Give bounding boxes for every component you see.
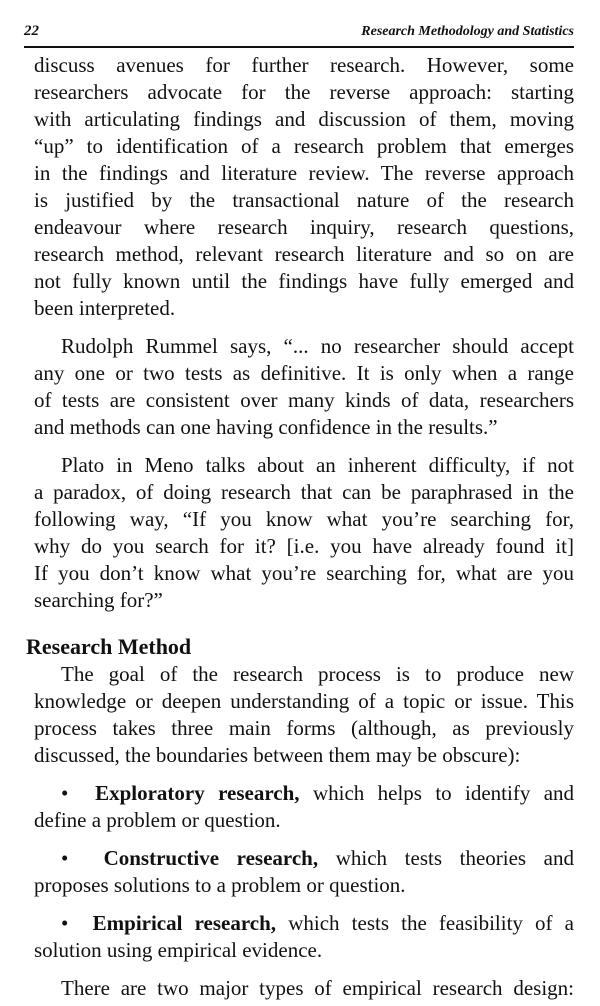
bullet-icon: •: [61, 846, 69, 870]
paragraph: [34, 333, 574, 441]
text-run: which helps to identify and: [312, 781, 575, 805]
running-header: [24, 22, 574, 48]
paragraph: [34, 452, 574, 614]
text-line: If you don’t know what you’re searching for, what are you: [34, 561, 574, 585]
text-line: a paradox, of doing research that can be paraphrased in the: [34, 480, 574, 504]
running-title: Research Methodology and Statistics: [361, 24, 574, 39]
bullet-icon: •: [61, 781, 69, 805]
text-line: [34, 845, 574, 872]
text-run: which tests theories and: [335, 846, 575, 870]
text-line: define a problem or question.: [34, 808, 281, 832]
text-line: and methods can one having confidence in the results.”: [34, 415, 498, 439]
text-line: following way, “If you know what you’re searching for,: [34, 507, 574, 531]
text-line: why do you search for it? [i.e. you have already found it]: [34, 534, 574, 558]
text-line: any one or two tests as definitive. It is only when a range: [34, 361, 574, 385]
text-line: [34, 780, 574, 807]
text-line: “up” to identification of a research problem that emerges: [34, 134, 574, 158]
bullet-item: [34, 845, 574, 899]
text-line: discussed, the boundaries between them may be obscure):: [34, 743, 521, 767]
text-line: of tests are consistent over many kinds of data, researchers: [34, 388, 574, 412]
bullet-item: [34, 780, 574, 834]
text-line: is justified by the transactional nature of the research: [34, 188, 574, 212]
text-line: not fully known until the findings have fully emerged and: [34, 269, 574, 293]
paragraph: [34, 52, 574, 322]
text-line: knowledge or deepen understanding of a topic or issue. This: [34, 689, 574, 713]
text-line: process takes three main forms (although, as previously: [34, 716, 574, 740]
page-number: 22: [24, 23, 39, 39]
text-line: research method, relevant research literature and so on are: [34, 242, 574, 266]
paragraph: [34, 661, 574, 769]
text-line: Rudolph Rummel says, “... no researcher should accept: [61, 334, 574, 358]
text-line: in the findings and literature review. The reverse approach: [34, 161, 574, 185]
bold-term: Constructive research,: [103, 846, 319, 870]
text-line: [34, 910, 574, 937]
page-body: [26, 52, 575, 1002]
text-line: been interpreted.: [34, 296, 176, 320]
text-line: endeavour where research inquiry, research questions,: [34, 215, 574, 239]
text-line: Plato in Meno talks about an inherent difficulty, if not: [61, 453, 574, 477]
text-line: solution using empirical evidence.: [34, 938, 323, 962]
bold-term: Exploratory research,: [95, 781, 300, 805]
text-line: researchers advocate for the reverse approach: starting: [34, 80, 574, 104]
text-line: with articulating findings and discussion of them, moving: [34, 107, 574, 131]
text-line: proposes solutions to a problem or question.: [34, 873, 406, 897]
bullet-item: [34, 910, 574, 964]
bold-term: Empirical research,: [92, 911, 277, 935]
text-line: searching for?”: [34, 588, 163, 612]
text-line: discuss avenues for further research. However, some: [34, 53, 574, 77]
text-line: There are two major types of empirical research design:: [61, 976, 574, 1000]
section-heading: Research Method: [26, 634, 192, 659]
text-run: which tests the feasibility of a: [288, 911, 575, 935]
text-line: The goal of the research process is to produce new: [61, 662, 574, 686]
paragraph: [34, 975, 574, 1002]
bullet-icon: •: [61, 911, 69, 935]
